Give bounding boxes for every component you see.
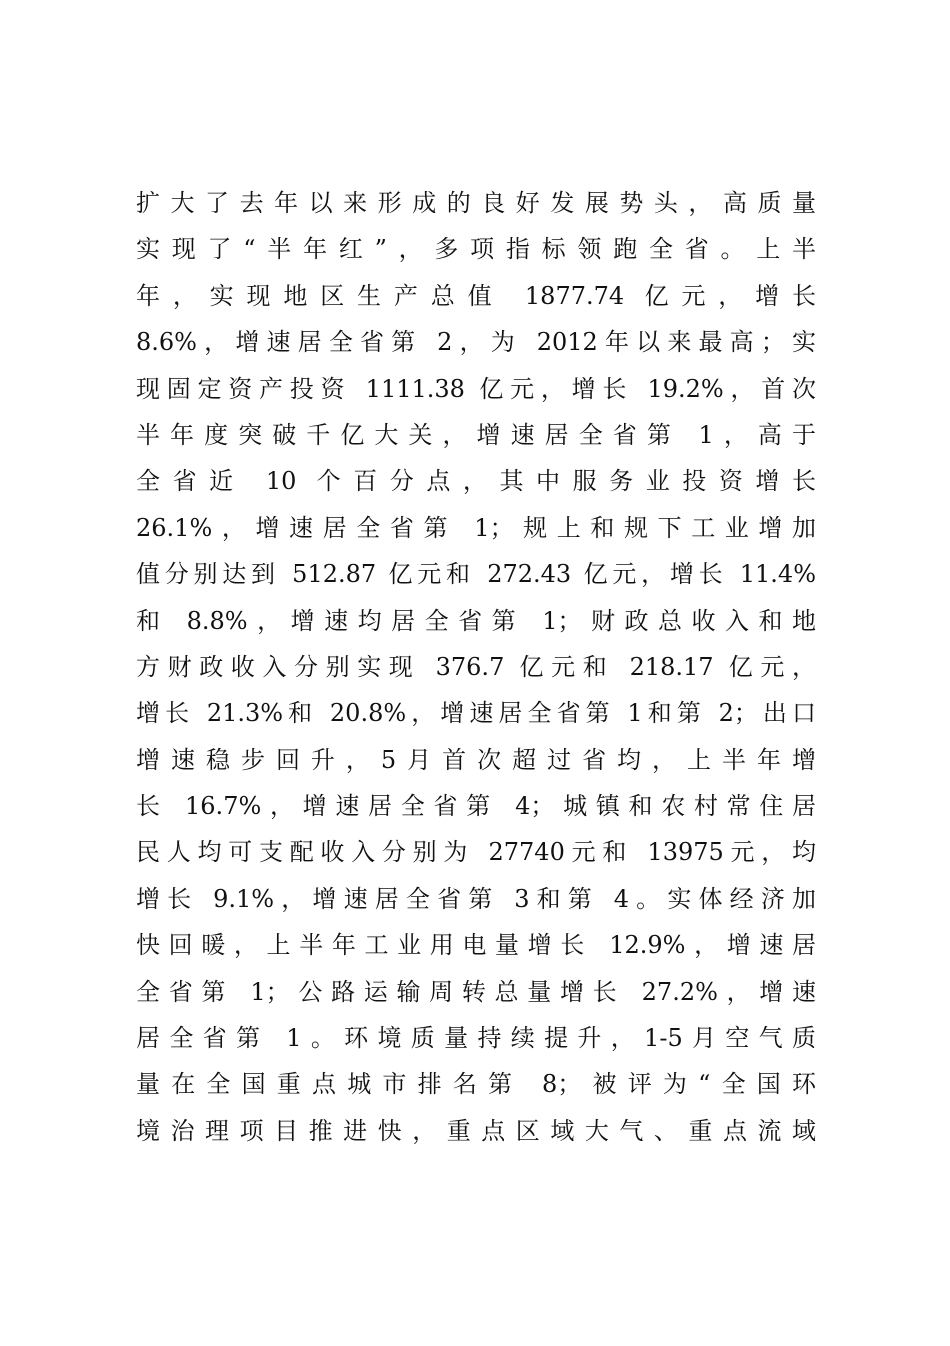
- text-line: 实现了“半年红”，多项指标领跑全省。上半: [136, 235, 816, 264]
- text-line: 长 16.7%，增速居全省第 4；城镇和农村常住居: [136, 792, 816, 821]
- body-paragraph: [136, 180, 816, 1154]
- text-line: 现固定资产投资 1111.38 亿元，增长 19.2%，首次: [136, 374, 816, 403]
- text-line: 扩大了去年以来形成的良好发展势头，高质量: [136, 189, 816, 217]
- text-line: 半年度突破千亿大关，增速居全省第 1，高于: [136, 420, 816, 449]
- text-line: 值分别达到 512.87 亿元和 272.43 亿元，增长 11.4%: [136, 560, 816, 589]
- text-line: 量在全国重点城市排名第 8；被评为“全国环: [136, 1070, 816, 1099]
- text-line: 和 8.8%，增速均居全省第 1；财政总收入和地: [136, 606, 816, 635]
- text-line: 民人均可支配收入分别为 27740元和 13975元，均: [136, 838, 816, 867]
- text-line: 增长 9.1%，增速居全省第 3和第 4。实体经济加: [136, 884, 816, 913]
- text-line: 26.1%，增速居全省第 1；规上和规下工业增加: [136, 513, 816, 542]
- text-line: 8.6%，增速居全省第 2，为 2012年以来最高；实: [136, 328, 816, 357]
- text-line: 全省近 10 个百分点，其中服务业投资增长: [136, 467, 816, 496]
- text-line: 境治理项目推进快，重点区域大气、重点流域: [136, 1116, 816, 1145]
- text-line: 全省第 1；公路运输周转总量增长 27.2%，增速: [136, 977, 816, 1006]
- text-line: 增长 21.3%和 20.8%，增速居全省第 1和第 2；出口: [136, 699, 816, 728]
- text-line: 增速稳步回升，5月首次超过省均，上半年增: [136, 745, 816, 774]
- text-line: 快回暖，上半年工业用电量增长 12.9%，增速居: [136, 931, 816, 960]
- text-line: 年，实现地区生产总值 1877.74 亿元，增长: [136, 281, 816, 310]
- text-line: 居全省第 1。环境质量持续提升，1-5月空气质: [136, 1024, 816, 1053]
- text-line: 方财政收入分别实现 376.7 亿元和 218.17 亿元，: [136, 652, 816, 681]
